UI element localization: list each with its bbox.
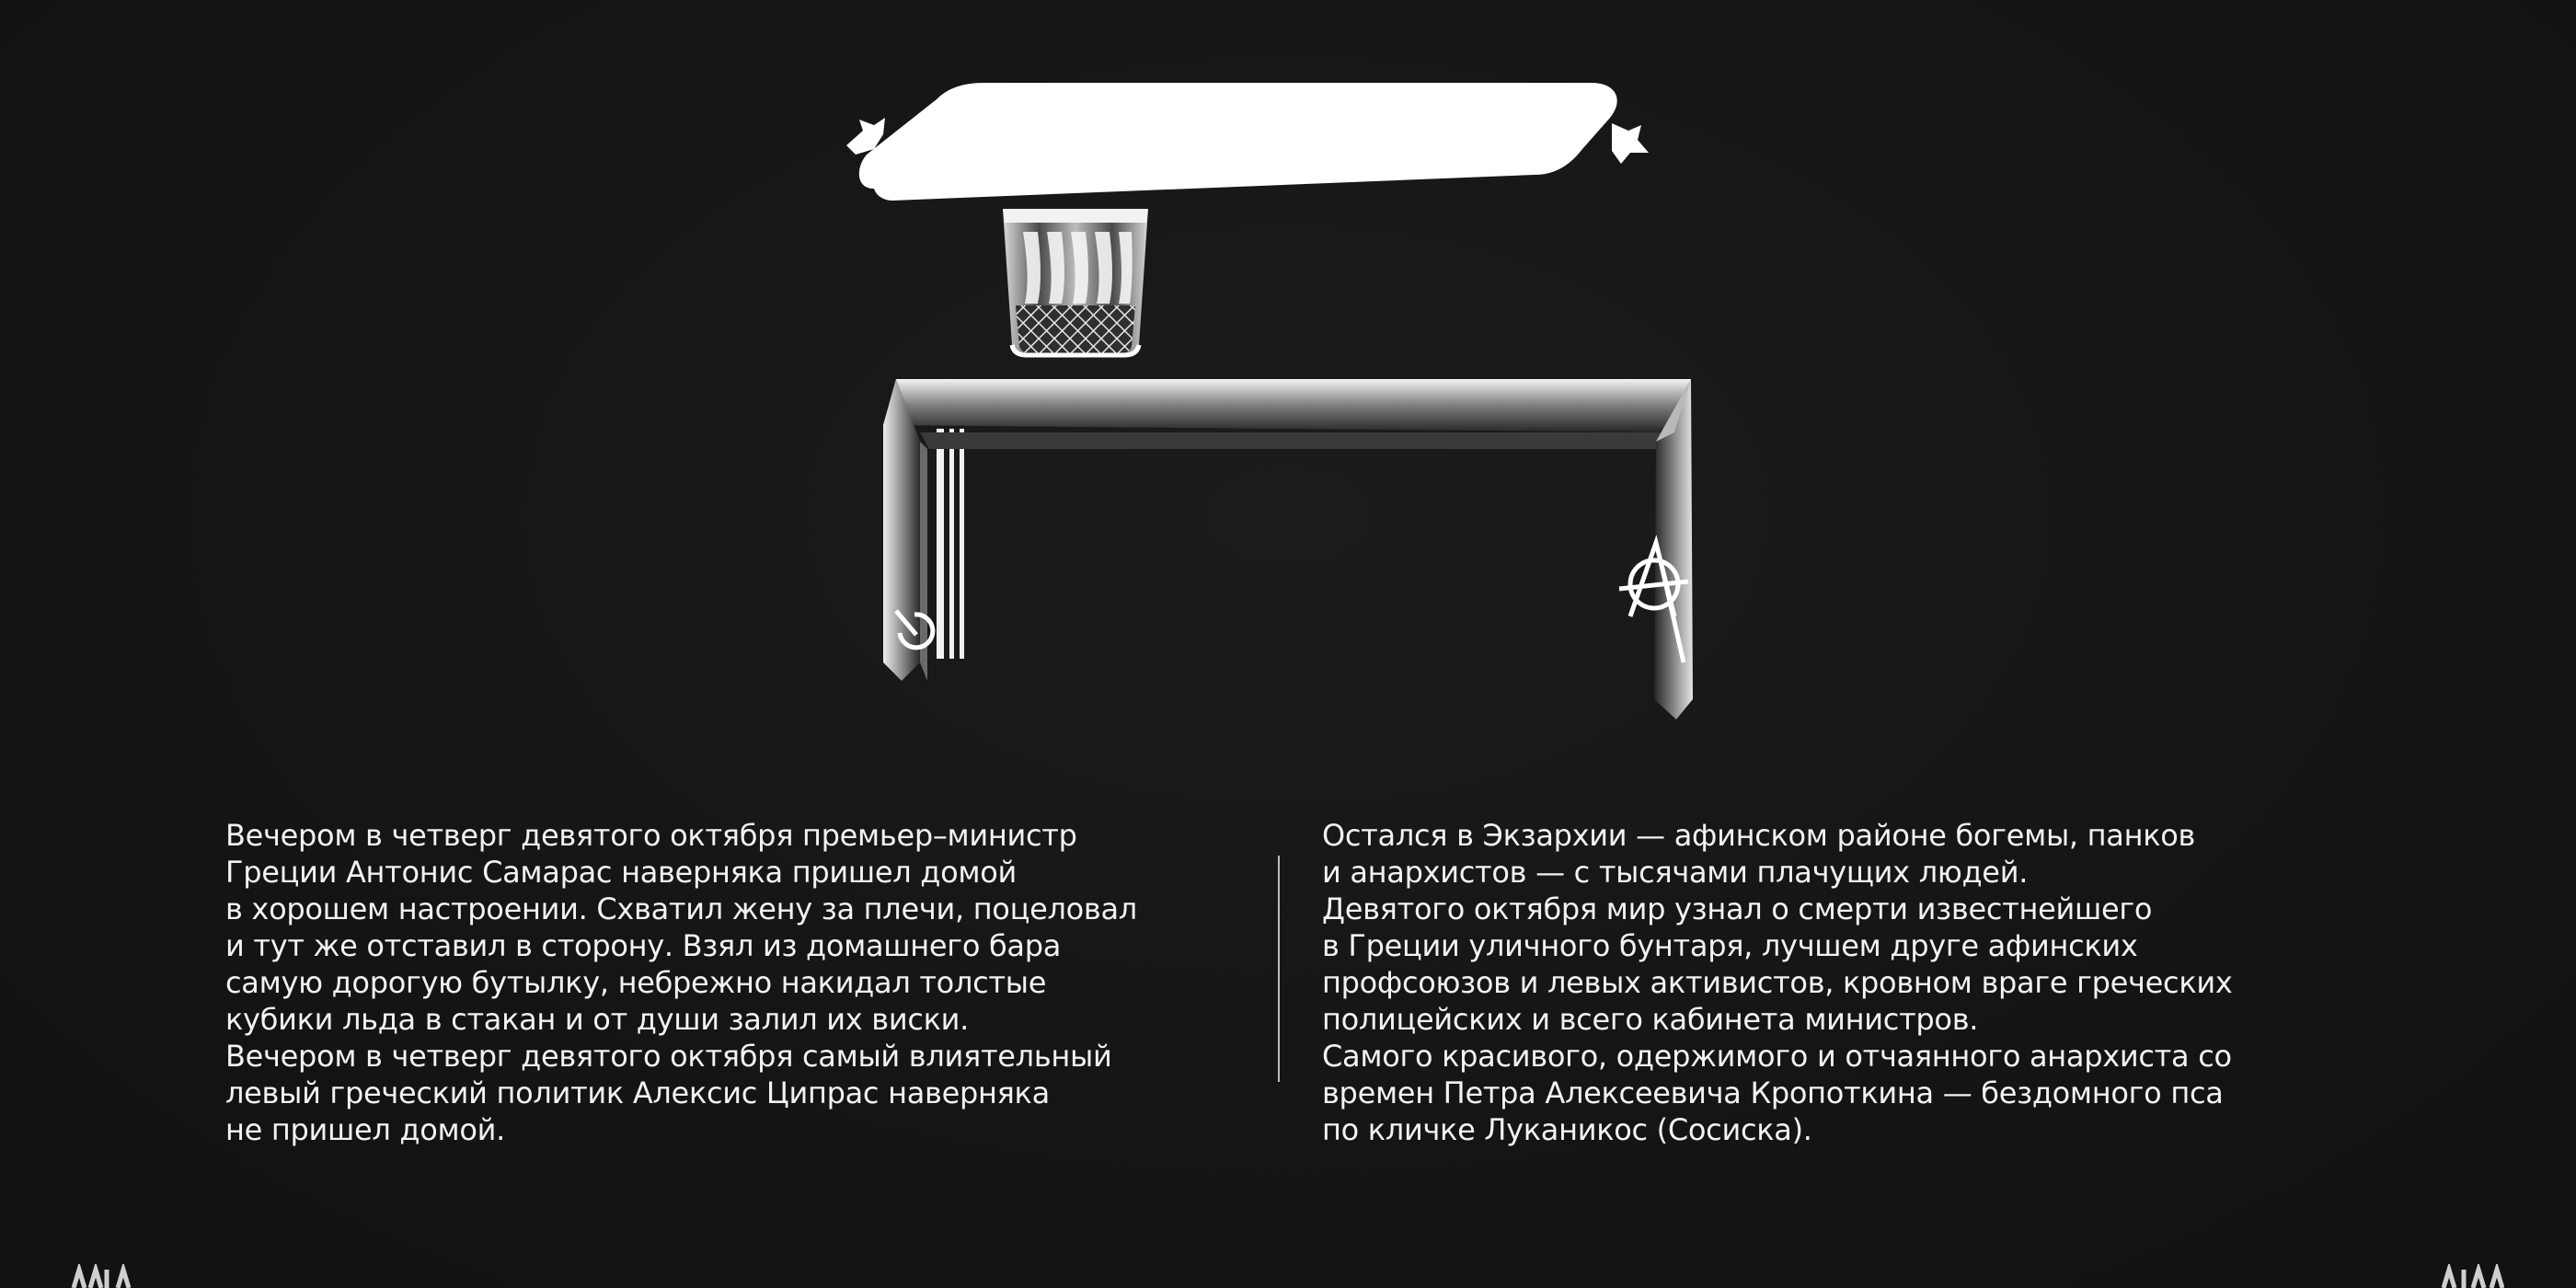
illustration <box>828 64 1748 745</box>
right-text-line: Девятого октября мир узнал о смерти известнейшего <box>1322 891 2153 926</box>
right-text-column <box>1322 817 2371 1148</box>
right-text-line: профсоюзов и левых активистов, кровном враге греческих <box>1322 965 2233 1000</box>
crop-mark-right-icon <box>2440 1264 2504 1288</box>
right-text-line: Самого красивого, одержимого и отчаянного анархиста со <box>1322 1039 2232 1074</box>
right-text-line: и анархистов — с тысячами плачущих людей. <box>1322 855 2029 890</box>
left-text-line: не пришел домой. <box>225 1112 505 1147</box>
illustration-svg <box>828 64 1748 745</box>
left-text-column <box>225 817 1265 1148</box>
left-text-line: Греции Антонис Самарас наверняка пришел домой <box>225 855 1017 890</box>
left-text-line: и тут же отставил в сторону. Взял из домашнего бара <box>225 928 1062 963</box>
left-text-line: самую дорогую бутылку, небрежно накидал толстые <box>225 965 1047 1000</box>
left-text-line: Вечером в четверг девятого октября премьер–министр <box>225 818 1077 853</box>
left-text-line: Вечером в четверг девятого октября самый влиятельный <box>225 1039 1112 1074</box>
crystal-glass-icon <box>1003 209 1148 355</box>
sausage-icon <box>846 83 1649 201</box>
right-text-line: Остался в Экзархии — афинском районе богемы, панков <box>1322 818 2196 853</box>
right-text-line: в Греции уличного бунтаря, лучшем друге афинских <box>1322 928 2138 963</box>
left-text-line: левый греческий политик Алексис Ципрас наверняка <box>225 1075 1050 1110</box>
crop-mark-left-icon <box>70 1264 134 1288</box>
column-divider <box>1278 856 1280 1082</box>
left-text-line: в хорошем настроении. Схватил жену за плечи, поцеловал <box>225 891 1137 926</box>
table-icon <box>883 379 1693 719</box>
left-text-line: кубики льда в стакан и от души залил их виски. <box>225 1002 970 1037</box>
right-text-line: времен Петра Алексеевича Кропоткина — бездомного пса <box>1322 1075 2224 1110</box>
right-text-line: полицейских и всего кабинета министров. <box>1322 1002 1979 1037</box>
right-text-line: по кличке Луканикос (Сосиска). <box>1322 1112 1812 1147</box>
